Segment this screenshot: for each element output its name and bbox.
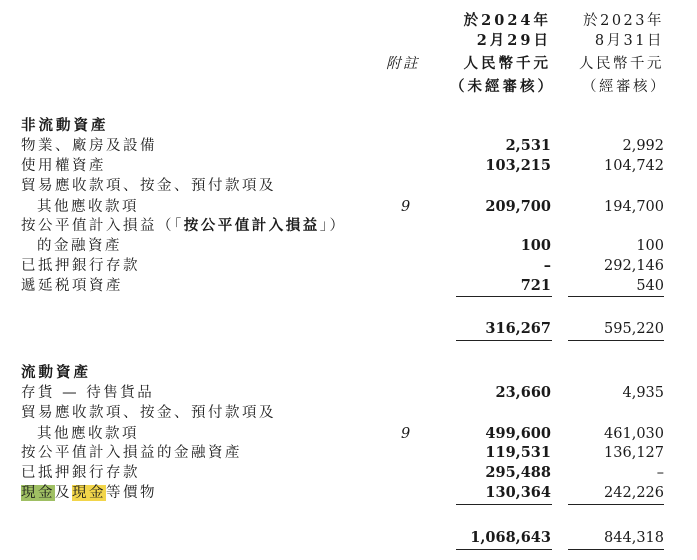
row-label-ppe: 物業、廠房及設備 <box>21 138 157 154</box>
row-prior-fvtpl-c: 136,127 <box>604 445 664 461</box>
prior-period-currency: 人民幣千元 <box>579 56 664 72</box>
total-prior-nc: 595,220 <box>604 321 664 337</box>
notes-column-header: 附註 <box>386 56 420 72</box>
row-prior-rou-assets: 104,742 <box>604 158 664 174</box>
total-rule-current-c <box>456 549 552 550</box>
row-label-deferred-tax: 遞延税項資產 <box>21 278 123 294</box>
total-rule-prior-c <box>568 549 664 550</box>
subtotal-rule-current-c <box>456 504 552 505</box>
row-current-cash: 130,364 <box>485 484 551 501</box>
row-current-trade-receivables-c: 499,600 <box>485 425 551 442</box>
prior-period-date: 8月31日 <box>594 33 664 49</box>
fvtpl-label-defined-term: 按公平值計入損益 <box>183 217 320 234</box>
subtotal-rule-prior-c <box>568 504 664 505</box>
row-current-trade-receivables-nc: 209,700 <box>485 198 551 215</box>
row-current-fvtpl-c: 119,531 <box>485 444 551 461</box>
row-label-pledged-deposits-nc: 已抵押銀行存款 <box>21 258 140 274</box>
row-label-rou-assets: 使用權資產 <box>21 158 106 174</box>
row-current-rou-assets: 103,215 <box>485 157 551 174</box>
row-prior-pledged-deposits-c: – <box>656 465 664 481</box>
prior-period-audit-status: （經審核） <box>582 79 667 95</box>
subtotal-rule-current-nc <box>456 296 552 297</box>
row-label-trade-receivables-c-cont: 其他應收款項 <box>37 426 139 442</box>
row-current-pledged-deposits-c: 295,488 <box>485 464 551 481</box>
row-current-pledged-deposits-nc: – <box>543 257 551 274</box>
note-ref-9-nc: 9 <box>401 199 411 215</box>
subtotal-rule-prior-nc <box>568 296 664 297</box>
current-period-year: 於2024年 <box>463 12 551 29</box>
current-assets-heading: 流動資產 <box>21 364 91 381</box>
total-prior-c: 844,318 <box>604 530 664 546</box>
row-prior-pledged-deposits-nc: 292,146 <box>604 258 664 274</box>
row-label-fvtpl-nc-cont: 的金融資產 <box>37 238 122 254</box>
row-label-trade-receivables-c: 貿易應收款項、按金、預付款項及 <box>21 405 276 421</box>
row-label-cash <box>21 484 157 502</box>
row-prior-deferred-tax: 540 <box>636 278 664 294</box>
row-prior-trade-receivables-nc: 194,700 <box>604 199 664 215</box>
row-label-trade-receivables-nc-cont: 其他應收款項 <box>37 199 139 215</box>
row-label-fvtpl-nc <box>21 217 347 235</box>
total-current-c: 1,068,643 <box>470 529 551 546</box>
row-label-pledged-deposits-c: 已抵押銀行存款 <box>21 465 140 481</box>
fvtpl-label-suffix: 」） <box>319 218 347 234</box>
total-rule-prior-nc <box>568 340 664 341</box>
row-prior-ppe: 2,992 <box>622 138 664 154</box>
row-prior-fvtpl-nc: 100 <box>636 238 664 254</box>
note-ref-9-c: 9 <box>401 426 411 442</box>
row-current-inventories: 23,660 <box>495 384 551 401</box>
total-current-nc: 316,267 <box>485 320 551 337</box>
row-prior-cash: 242,226 <box>604 485 664 501</box>
prior-period-year: 於2023年 <box>583 13 664 29</box>
row-current-ppe: 2,531 <box>505 137 551 154</box>
row-current-fvtpl-nc: 100 <box>520 237 551 254</box>
row-label-trade-receivables-nc: 貿易應收款項、按金、預付款項及 <box>21 178 276 194</box>
highlight-cash-green: 現金 <box>21 485 55 501</box>
row-label-fvtpl-c: 按公平值計入損益的金融資產 <box>21 445 242 461</box>
current-period-currency: 人民幣千元 <box>463 55 551 72</box>
cash-label-equivalents: 等價物 <box>106 485 157 501</box>
current-period-audit-status: （未經審核） <box>450 78 555 95</box>
non-current-assets-heading: 非流動資產 <box>21 117 109 134</box>
row-prior-inventories: 4,935 <box>622 385 664 401</box>
highlight-cash-yellow: 現金 <box>72 485 106 501</box>
cash-label-and: 及 <box>55 485 72 501</box>
row-label-inventories: 存貨 — 待售貨品 <box>21 385 155 401</box>
total-rule-current-nc <box>456 340 552 341</box>
row-prior-trade-receivables-c: 461,030 <box>604 426 664 442</box>
row-current-deferred-tax: 721 <box>520 277 551 294</box>
current-period-date: 2月29日 <box>476 32 551 49</box>
fvtpl-label-prefix: 按公平值計入損益（「 <box>21 218 184 234</box>
